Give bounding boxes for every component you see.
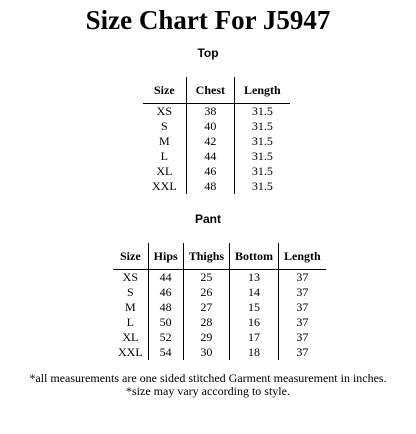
- size-note: *size may vary according to style.: [126, 384, 290, 398]
- table-cell: 50: [148, 315, 183, 330]
- table-row: [113, 315, 326, 330]
- table-cell: 26: [183, 285, 229, 300]
- table-cell: 14: [230, 285, 279, 300]
- table-row: [143, 164, 290, 179]
- table-cell: XS: [156, 104, 172, 118]
- table-row: [113, 345, 326, 360]
- page-title: Size Chart For J5947: [85, 5, 331, 35]
- table-cell: XL: [156, 164, 173, 178]
- table-cell: 15: [230, 300, 279, 315]
- table-row: [113, 285, 326, 300]
- table-cell: 31.5: [235, 104, 290, 120]
- pant-size-table: [113, 243, 326, 360]
- table-cell: 37: [279, 285, 326, 300]
- table-cell: 17: [230, 330, 279, 345]
- table-cell: 37: [279, 270, 326, 286]
- table-cell: M: [125, 300, 136, 314]
- table-row: [143, 134, 290, 149]
- top-size-table: [143, 77, 290, 194]
- table-row: [113, 330, 326, 345]
- top-column-header: Length: [235, 77, 290, 104]
- table-cell: XS: [122, 270, 138, 284]
- table-cell: 46: [186, 164, 234, 179]
- table-cell: 46: [148, 285, 183, 300]
- table-cell: 48: [186, 179, 234, 194]
- top-table-header: [143, 77, 290, 104]
- top-column-header: Size: [143, 77, 186, 104]
- pant-column-header: Size: [113, 243, 148, 270]
- table-cell: 48: [148, 300, 183, 315]
- top-section-heading: Top: [197, 46, 219, 60]
- table-cell: 52: [148, 330, 183, 345]
- table-cell: L: [160, 149, 168, 163]
- table-cell: 30: [183, 345, 229, 360]
- table-cell: 38: [186, 104, 234, 120]
- table-cell: 44: [148, 270, 183, 286]
- measurement-note: *all measurements are one sided stitched Garment measurement in inches.: [29, 371, 387, 385]
- table-cell: XL: [122, 330, 139, 344]
- table-cell: M: [159, 134, 170, 148]
- table-row: [143, 179, 290, 194]
- table-cell: 31.5: [235, 119, 290, 134]
- table-cell: 28: [183, 315, 229, 330]
- table-cell: 18: [230, 345, 279, 360]
- pant-column-header: Length: [279, 243, 326, 270]
- table-row: [143, 119, 290, 134]
- table-cell: S: [126, 285, 134, 299]
- table-cell: 31.5: [235, 134, 290, 149]
- pant-column-header: Hips: [148, 243, 183, 270]
- table-cell: 27: [183, 300, 229, 315]
- table-cell: S: [160, 119, 168, 133]
- table-cell: 29: [183, 330, 229, 345]
- table-cell: 31.5: [235, 149, 290, 164]
- table-cell: 31.5: [235, 164, 290, 179]
- table-row: [143, 149, 290, 164]
- table-cell: XXL: [152, 179, 177, 193]
- table-cell: 54: [148, 345, 183, 360]
- table-cell: 16: [230, 315, 279, 330]
- table-cell: 44: [186, 149, 234, 164]
- table-row: [113, 270, 326, 286]
- pant-column-header: Bottom: [230, 243, 279, 270]
- pant-section-heading: Pant: [194, 212, 221, 226]
- table-cell: 37: [279, 330, 326, 345]
- top-column-header: Chest: [186, 77, 234, 104]
- pant-column-header: Thighs: [183, 243, 229, 270]
- table-cell: 42: [186, 134, 234, 149]
- table-cell: 13: [230, 270, 279, 286]
- table-cell: 37: [279, 300, 326, 315]
- table-cell: 37: [279, 315, 326, 330]
- table-cell: 31.5: [235, 179, 290, 194]
- top-table-body: [143, 104, 290, 195]
- table-cell: L: [126, 315, 134, 329]
- pant-table-body: [113, 270, 326, 361]
- table-cell: XXL: [118, 345, 143, 359]
- table-cell: 37: [279, 345, 326, 360]
- table-cell: 40: [186, 119, 234, 134]
- table-row: [143, 104, 290, 120]
- table-cell: 25: [183, 270, 229, 286]
- table-row: [113, 300, 326, 315]
- pant-table-header: [113, 243, 326, 270]
